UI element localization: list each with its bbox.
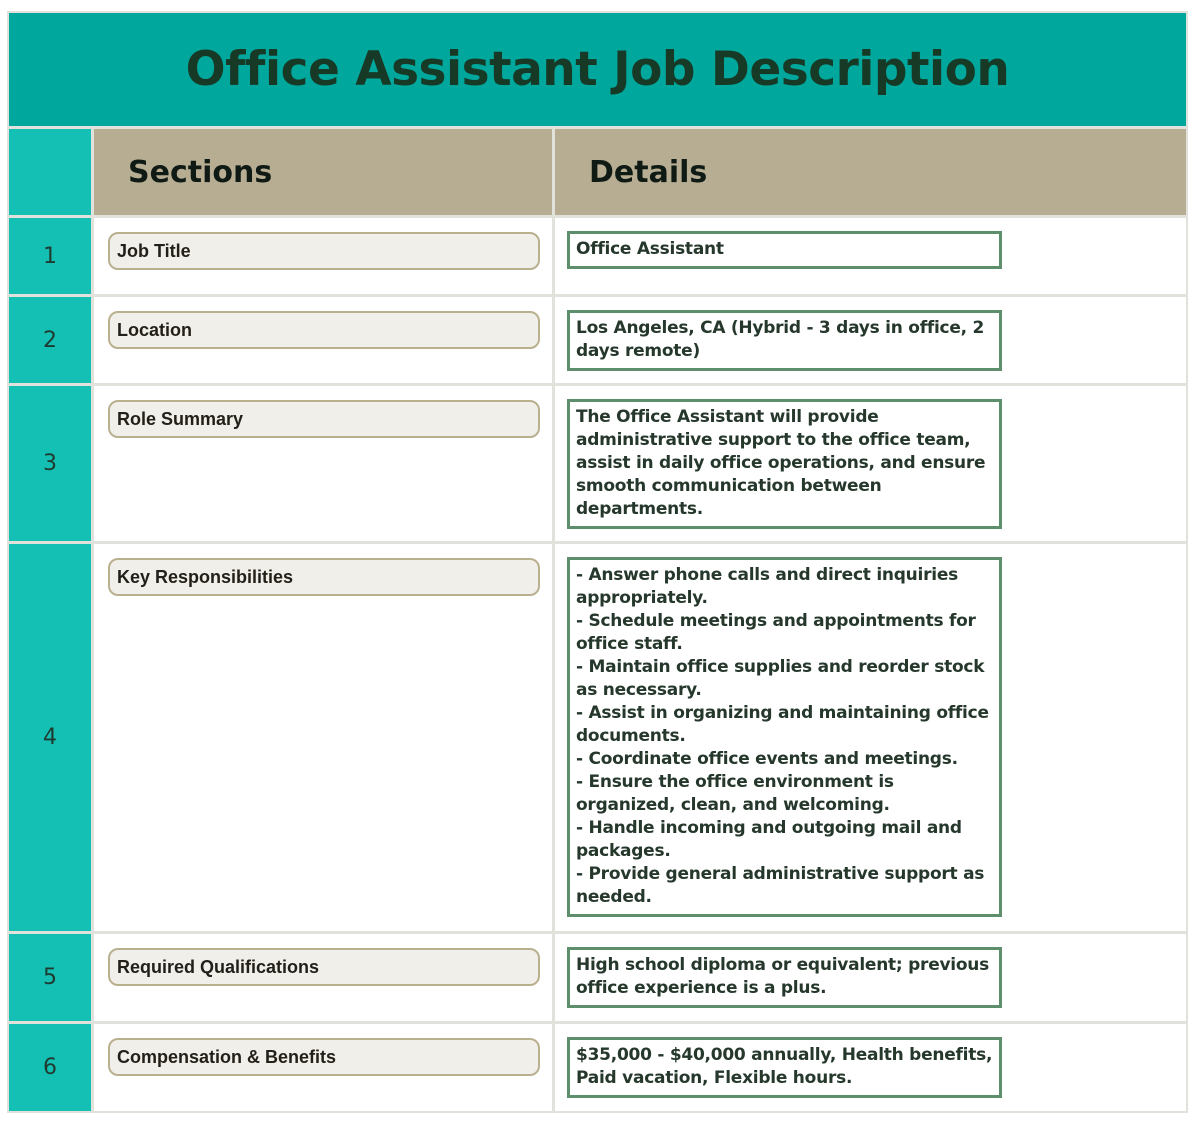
responsibility-item: - Assist in organizing and maintaining office documents. (576, 703, 989, 746)
header-sections (94, 129, 552, 215)
details-cell (555, 218, 1186, 294)
header-number-cell (9, 129, 91, 215)
details-cell (555, 934, 1186, 1021)
responsibility-item: - Maintain office supplies and reorder stock as necessary. (576, 657, 985, 700)
section-label: Key Responsibilities (108, 558, 540, 596)
section-label: Job Title (108, 232, 540, 270)
section-cell (94, 218, 552, 294)
responsibility-item: - Answer phone calls and direct inquiries appropriately. (576, 565, 958, 608)
details-box (567, 399, 1002, 529)
details-cell (555, 297, 1186, 383)
details-box (567, 947, 1002, 1008)
section-cell (94, 934, 552, 1021)
details-box (567, 231, 1002, 269)
details-cell (555, 386, 1186, 541)
responsibility-item: - Ensure the office environment is organized, clean, and welcoming. (576, 772, 894, 815)
section-label: Location (108, 311, 540, 349)
row-number: 3 (9, 386, 91, 541)
section-cell (94, 1024, 552, 1111)
section-cell (94, 544, 552, 931)
details-cell (555, 1024, 1186, 1111)
details-text: High school diploma or equivalent; previous office experience is a plus. (576, 955, 990, 998)
page-title: Office Assistant Job Description (185, 42, 1010, 97)
responsibility-item: - Coordinate office events and meetings. (576, 749, 958, 769)
details-text: The Office Assistant will provide administrative support to the office team, assist in daily office operations, and ensure smooth communication between departments. (576, 407, 986, 519)
details-box (567, 310, 1002, 371)
row-number: 4 (9, 544, 91, 931)
section-cell (94, 386, 552, 541)
row-number: 2 (9, 297, 91, 383)
header-details-label: Details (589, 154, 708, 190)
details-box (567, 557, 1002, 917)
title-bar (9, 13, 1186, 126)
row-number: 6 (9, 1024, 91, 1111)
section-label: Role Summary (108, 400, 540, 438)
section-label: Required Qualifications (108, 948, 540, 986)
details-text: Los Angeles, CA (Hybrid - 3 days in office, 2 days remote) (576, 318, 985, 361)
section-cell (94, 297, 552, 383)
responsibility-item: - Schedule meetings and appointments for office staff. (576, 611, 976, 654)
section-label: Compensation & Benefits (108, 1038, 540, 1076)
job-description-table (7, 11, 1188, 1113)
row-number: 1 (9, 218, 91, 294)
header-details (555, 129, 1186, 215)
details-text: $35,000 - $40,000 annually, Health benefits, Paid vacation, Flexible hours. (576, 1045, 993, 1088)
responsibility-item: - Provide general administrative support as needed. (576, 864, 985, 907)
row-number: 5 (9, 934, 91, 1021)
details-cell (555, 544, 1186, 931)
header-sections-label: Sections (128, 154, 273, 190)
responsibility-item: - Handle incoming and outgoing mail and packages. (576, 818, 962, 861)
details-text: Office Assistant (576, 239, 724, 259)
details-box (567, 1037, 1002, 1098)
